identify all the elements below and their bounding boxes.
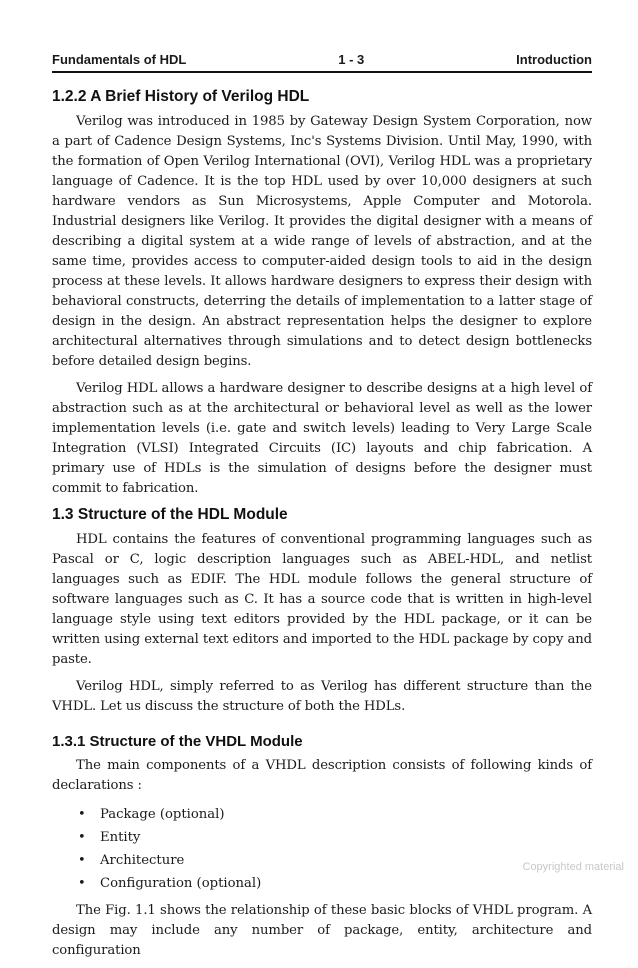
bullet-icon: • [78, 830, 86, 845]
watermark: Copyrighted material [522, 861, 624, 873]
paragraph: Verilog HDL, simply referred to as Verilog has different structure than the VHDL. Let us discuss the structure of both the HDLs. [52, 679, 592, 714]
bullet-icon: • [78, 876, 86, 891]
paragraph: Verilog HDL allows a hardware designer to describe designs at a high level of abstraction such as at the architectural or behavioral level as well as the lower implementation levels (i.e. gate and switch levels) leading to Very Large Scale Integration (VLSI) Integrated Circuits (IC) layouts and chip fabrication. A primary use of HDLs is the simulation of designs before the designer must commit to fabrication. [52, 381, 592, 496]
list-item: • Entity [52, 826, 592, 849]
section-heading-1-2-2: 1.2.2 A Brief History of Verilog HDL [52, 88, 310, 105]
section-heading-1-3-1: 1.3.1 Structure of the VHDL Module [52, 733, 303, 750]
header-book-title: Fundamentals of HDL [52, 52, 187, 67]
paragraph: The main components of a VHDL description consists of following kinds of declarations : [52, 758, 592, 793]
section-heading-1-3: 1.3 Structure of the HDL Module [52, 506, 288, 523]
paragraph: HDL contains the features of conventional programming languages such as Pascal or C, logic description languages such as ABEL-HDL, and netlist languages such as EDIF. The HDL module follows the general structure of software languages such as C. It has a source code that is written in high-level language style using text editors provided by the HDL package, or it can be written using external text editors and imported to the HDL package by copy and paste. [52, 532, 592, 667]
page-content [52, 88, 592, 968]
list-item: • Architecture [52, 849, 592, 872]
running-header [52, 52, 592, 73]
paragraph: Verilog was introduced in 1985 by Gateway Design System Corporation, now a part of Cadence Design Systems, Inc's Systems Division. Until May, 1990, with the formation of Open Verilog International (OVI), Verilog HDL was a proprietary language of Cadence. It is the top HDL used by over 10,000 designers at such hardware vendors as Sun Microsystems, Apple Computer and Motorola. Industrial designers like Verilog. It provides the digital designer with a means of describing a digital system at a wide range of levels of abstraction, and at the same time, provides access to computer-aided design tools to aid in the design process at these levels. It allows hardware designers to express their design with behavioral constructs, deterring the details of implementation to a latter stage of design in the design. An abstract representation helps the designer to explore architectural alternatives through simulations and to detect design bottlenecks before detailed design begins. [52, 114, 592, 369]
header-page-number: 1 - 3 [338, 52, 365, 67]
list-item: • Package (optional) [52, 803, 592, 826]
declaration-list [52, 803, 592, 895]
paragraph: The Fig. 1.1 shows the relationship of these basic blocks of VHDL program. A design may include any number of package, entity, architecture and configuration [52, 903, 592, 958]
header-chapter: Introduction [516, 52, 592, 67]
bullet-icon: • [78, 853, 86, 868]
list-item: • Configuration (optional) [52, 872, 592, 895]
bullet-icon: • [78, 807, 86, 822]
